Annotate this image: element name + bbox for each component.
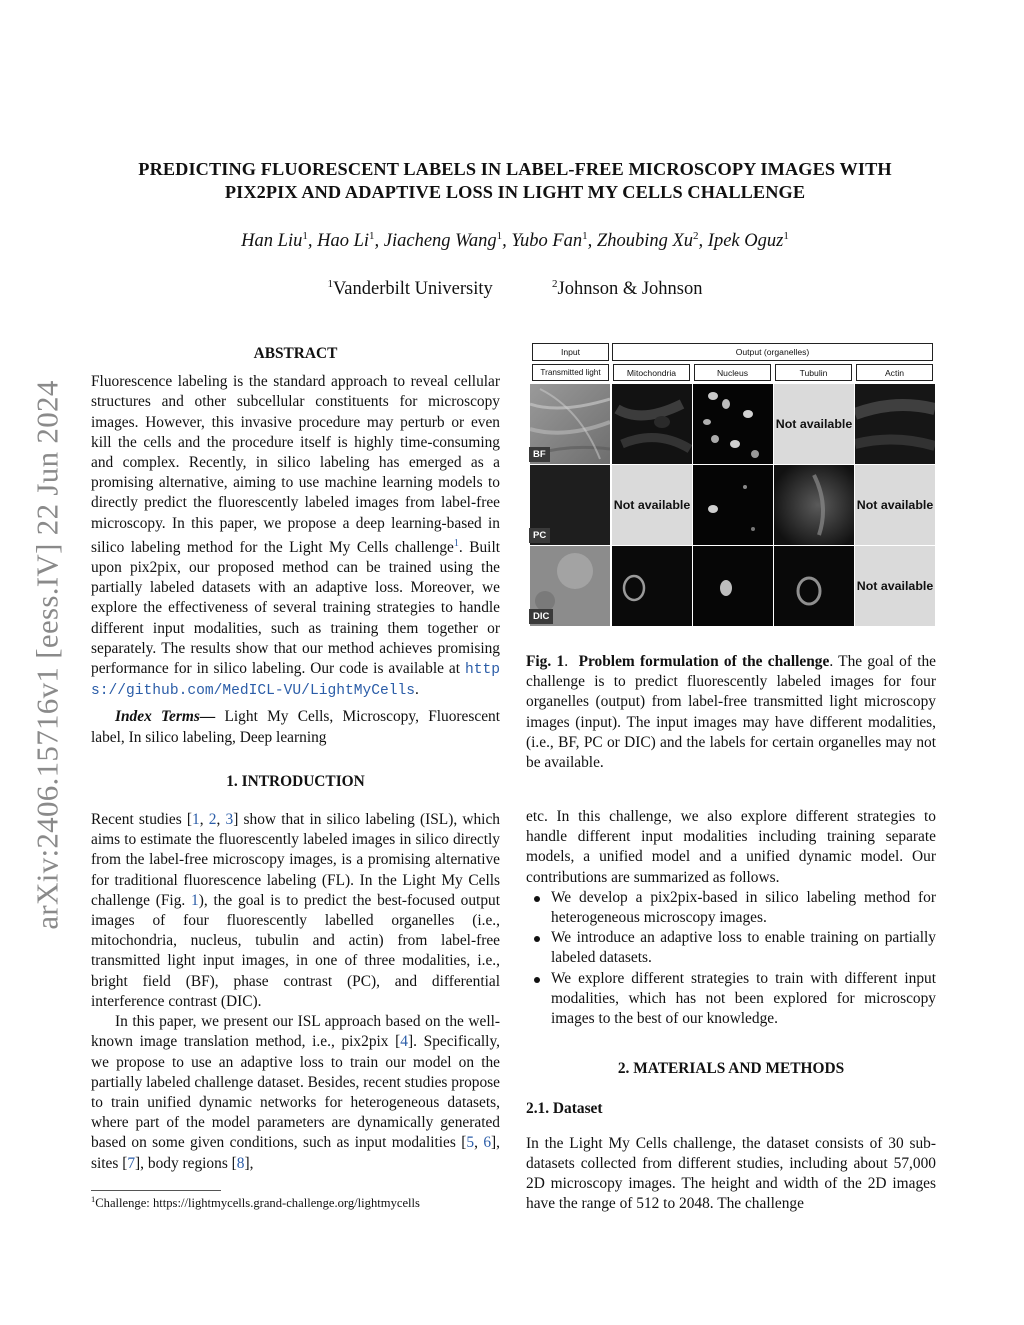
index-terms-text: Light My Cells, Microscopy, Fluorescent label, In silico labeling, Deep learning <box>91 708 500 746</box>
figure-caption: Fig. 1. Problem formulation of the challenge. The goal of the challenge is to predict fluorescently labeled images for four organelles (output) from label-free transmitted light microscopy images (input). The input images may have different modalities, (i.e., BF, PC or DIC) and the labels for certain organelles may not be available. <box>526 653 937 772</box>
citation-link[interactable]: 5 <box>466 1134 475 1152</box>
affiliation-name: Vanderbilt University <box>333 279 493 299</box>
index-terms-label: Index Terms— <box>115 708 216 726</box>
intro-text: , <box>199 811 209 829</box>
image-pc-nucleus <box>693 465 773 545</box>
citation-link[interactable]: 8 <box>236 1154 245 1172</box>
list-item: We explore different strategies to train with different input modalities, which has not been explored for microscopy images to the best of our knowledge. <box>551 969 936 1030</box>
intro-paragraph-1 <box>91 810 500 1012</box>
intro-text: ], <box>244 1154 254 1172</box>
citation-link[interactable]: 7 <box>127 1154 136 1172</box>
abstract-paragraph <box>91 372 500 701</box>
intro-text: ), the goal is to predict the best-focused output images of four fluorescently labelled organelles (i.e., mitochondria, nucleus, tubulin and actin) from label-free transmitted light input images, in one of three modalities, i.e., bright field (BF), phase contrast (PC), and differential interference contrast (DIC). <box>91 891 500 1010</box>
image-pc-mitochondria-not-available <box>612 465 692 545</box>
intro-text: ], sites [ <box>91 1134 500 1172</box>
author-name: Zhoubing Xu <box>596 231 694 251</box>
image-pc-actin-not-available <box>855 465 935 545</box>
row-label-pc: PC <box>529 528 550 543</box>
abstract-text: Fluorescence labeling is the standard approach to reveal cellular structures and other subcellular constituents for microscopy images. However, this invasive procedure may perturb or even kill the cells and the procedure itself is highly time-consuming and complex. Recently, in silico labeling has emerged as a promising alternative, aiming to use machine learning models to directly predict the fluorescently labeled images from label-free microscopy. In this paper, we propose a deep learning-based in silico labeling method for the Light My Cells challenge <box>91 373 500 556</box>
affiliation-mark: 1 <box>327 278 333 290</box>
input-header <box>532 343 609 361</box>
intro-text: , <box>474 1134 484 1152</box>
citation-link[interactable]: 1 <box>192 811 200 829</box>
citation-link[interactable]: 4 <box>400 1033 408 1051</box>
image-dic-nucleus <box>693 546 773 626</box>
not-available-label: Not available <box>856 497 934 512</box>
contribution-list <box>526 888 936 1029</box>
input-header-label: Input <box>560 347 581 357</box>
intro-paragraph-2 <box>91 1012 500 1174</box>
not-available-label: Not available <box>856 578 934 593</box>
image-pc-tubulin <box>774 465 854 545</box>
title-line-2: PIX2PIX AND ADAPTIVE LOSS IN LIGHT MY CELLS CHALLENGE <box>224 182 806 202</box>
output-header <box>612 343 933 361</box>
footnote-rule <box>91 1190 221 1191</box>
intro-continuation: etc. In this challenge, we also explore different strategies to handle different input modalities including training separate models, a unified model and a unified dynamic model. Our contributions are summarized as follows. <box>526 808 936 886</box>
author-affiliation-mark: 1 <box>783 230 789 242</box>
row-label-bf: BF <box>529 447 550 462</box>
column-header-actin <box>856 364 933 381</box>
not-available-label: Not available <box>775 416 853 431</box>
image-bf-mitochondria <box>612 384 692 464</box>
output-header-label: Output (organelles) <box>735 347 810 357</box>
intro-text: ]. Specifically, we propose to use an adaptive loss to train our model on the partially labeled challenge dataset. Besides, recent studies propose to train unified dynamic networks for heterogeneous datasets, where part of the model parameters are dynamically generated based on some given conditions, such as input modalities [ <box>91 1033 500 1152</box>
author-affiliation-mark: 1 <box>302 230 308 242</box>
not-available-label: Not available <box>613 497 691 512</box>
row-label-dic: DIC <box>529 609 553 624</box>
image-dic-tubulin <box>774 546 854 626</box>
image-bf-tubulin-not-available <box>774 384 854 464</box>
image-dic-actin-not-available <box>855 546 935 626</box>
column-header-nucleus <box>694 364 771 381</box>
affiliation-list <box>90 278 940 300</box>
citation-link[interactable]: 2 <box>208 811 217 829</box>
column-header-label: Tubulin <box>799 367 828 378</box>
footnote-mark: 1 <box>91 1194 96 1204</box>
figure-1 <box>529 343 935 627</box>
image-bf-nucleus <box>693 384 773 464</box>
column-header-mitochondria <box>613 364 690 381</box>
caption-title: Problem formulation of the challenge <box>578 653 830 670</box>
author-name: Hao Li <box>317 231 370 251</box>
citation-link[interactable]: 6 <box>483 1134 492 1152</box>
left-column <box>91 344 500 1174</box>
author-name: Yubo Fan <box>511 231 583 251</box>
section-2-heading: 2. MATERIALS AND METHODS <box>617 1060 845 1078</box>
image-dic-mitochondria <box>612 546 692 626</box>
footnote-text: Challenge: https://lightmycells.grand-challenge.org/lightmycells <box>95 1196 420 1210</box>
column-header-tubulin <box>775 364 852 381</box>
author-name: Han Liu <box>241 231 303 251</box>
figure-link[interactable]: 1 <box>191 891 199 909</box>
title-line-1: PREDICTING FLUORESCENT LABELS IN LABEL-FREE MICROSCOPY IMAGES WITH <box>138 159 892 179</box>
caption-label: Fig. 1 <box>526 653 565 670</box>
author-name: Ipek Oguz <box>707 231 784 251</box>
footnote <box>91 1194 500 1211</box>
arxiv-identifier <box>26 355 70 955</box>
paper-title <box>90 158 940 204</box>
author-list: Han Liu$^1$, Hao Li$^1$, Jiacheng Wang$^1$, Yubo Fan$^1$, Zhoubing Xu$^2$, Ipek Oguz$^1$ <box>241 230 789 251</box>
intro-text: In this paper, we present our ISL approach based on the well-known image translation method, i.e., pix2pix [ <box>91 1013 500 1051</box>
author-affiliation-mark: 1 <box>496 230 503 242</box>
arxiv-identifier-text: arXiv:2406.15716v1 [eess.IV] 22 Jun 2024 <box>30 380 66 930</box>
intro-text: , <box>216 811 226 829</box>
dataset-paragraph: In the Light My Cells challenge, the dataset consists of 30 sub-datasets collected from different studies, including about 57,000 2D microscopy images. The height and width of the 2D images have the range of 512 to 2048. The challenge <box>526 1134 936 1213</box>
caption-text: . The goal of the challenge is to predict fluorescently labeled images for four organelles (output) from label-free transmitted light microscopy images (input). The input images may have different modalities, (i.e., BF, PC or DIC) and the labels for certain organelles may not be available. <box>526 653 937 772</box>
image-bf-actin <box>855 384 935 464</box>
abstract-text: . Built upon pix2pix, our proposed method can be trained using the partially labeled datasets with an adaptive loss. Moreover, we explore the effectiveness of several training strategies to handle different input modalities, such as training them together or separately. The results show that our method achieves promising performance for in silico labeling. Our code is available at <box>91 538 500 678</box>
abstract-text: . <box>415 681 419 699</box>
index-terms <box>91 707 500 747</box>
affiliation-name: Johnson & Johnson <box>557 279 703 299</box>
intro-text: ] show that in silico labeling (ISL), which aims to estimate the fluorescently labeled images in silico directly from the label-free microscopy images, is a promising alternative for traditional fluorescence labeling (FL). In the Light My Cells challenge (Fig. <box>91 811 500 909</box>
author-name: Jiacheng Wang <box>383 231 497 251</box>
column-header-label: Nucleus <box>716 367 749 378</box>
code-link[interactable]: https://github.com/MedICL-VU/LightMyCells <box>91 662 500 700</box>
footnote-link[interactable]: 1 <box>453 537 459 549</box>
citation-link[interactable]: 3 <box>225 811 234 829</box>
subsection-2-1-heading: 2.1. Dataset <box>526 1100 603 1118</box>
column-header-label: Mitochondria <box>626 367 677 378</box>
affiliation-mark: 2 <box>552 278 558 290</box>
intro-text: Recent studies [ <box>91 811 193 829</box>
right-column <box>526 807 936 1214</box>
column-header-label: Transmitted light <box>540 368 601 377</box>
list-item: We introduce an adaptive loss to enable training on partially labeled datasets. <box>551 928 936 968</box>
intro-text: ], body regions [ <box>135 1154 237 1172</box>
author-affiliation-mark: 1 <box>369 230 375 242</box>
abstract-heading: ABSTRACT <box>253 345 338 362</box>
list-item: We develop a pix2pix-based in silico labeling method for heterogeneous microscopy images. <box>551 888 936 928</box>
author-affiliation-mark: 2 <box>693 230 699 242</box>
intro-heading: 1. INTRODUCTION <box>226 772 365 790</box>
column-header-label: Actin <box>884 367 905 378</box>
column-header-transmitted <box>532 364 609 381</box>
author-affiliation-mark: 1 <box>582 230 588 242</box>
